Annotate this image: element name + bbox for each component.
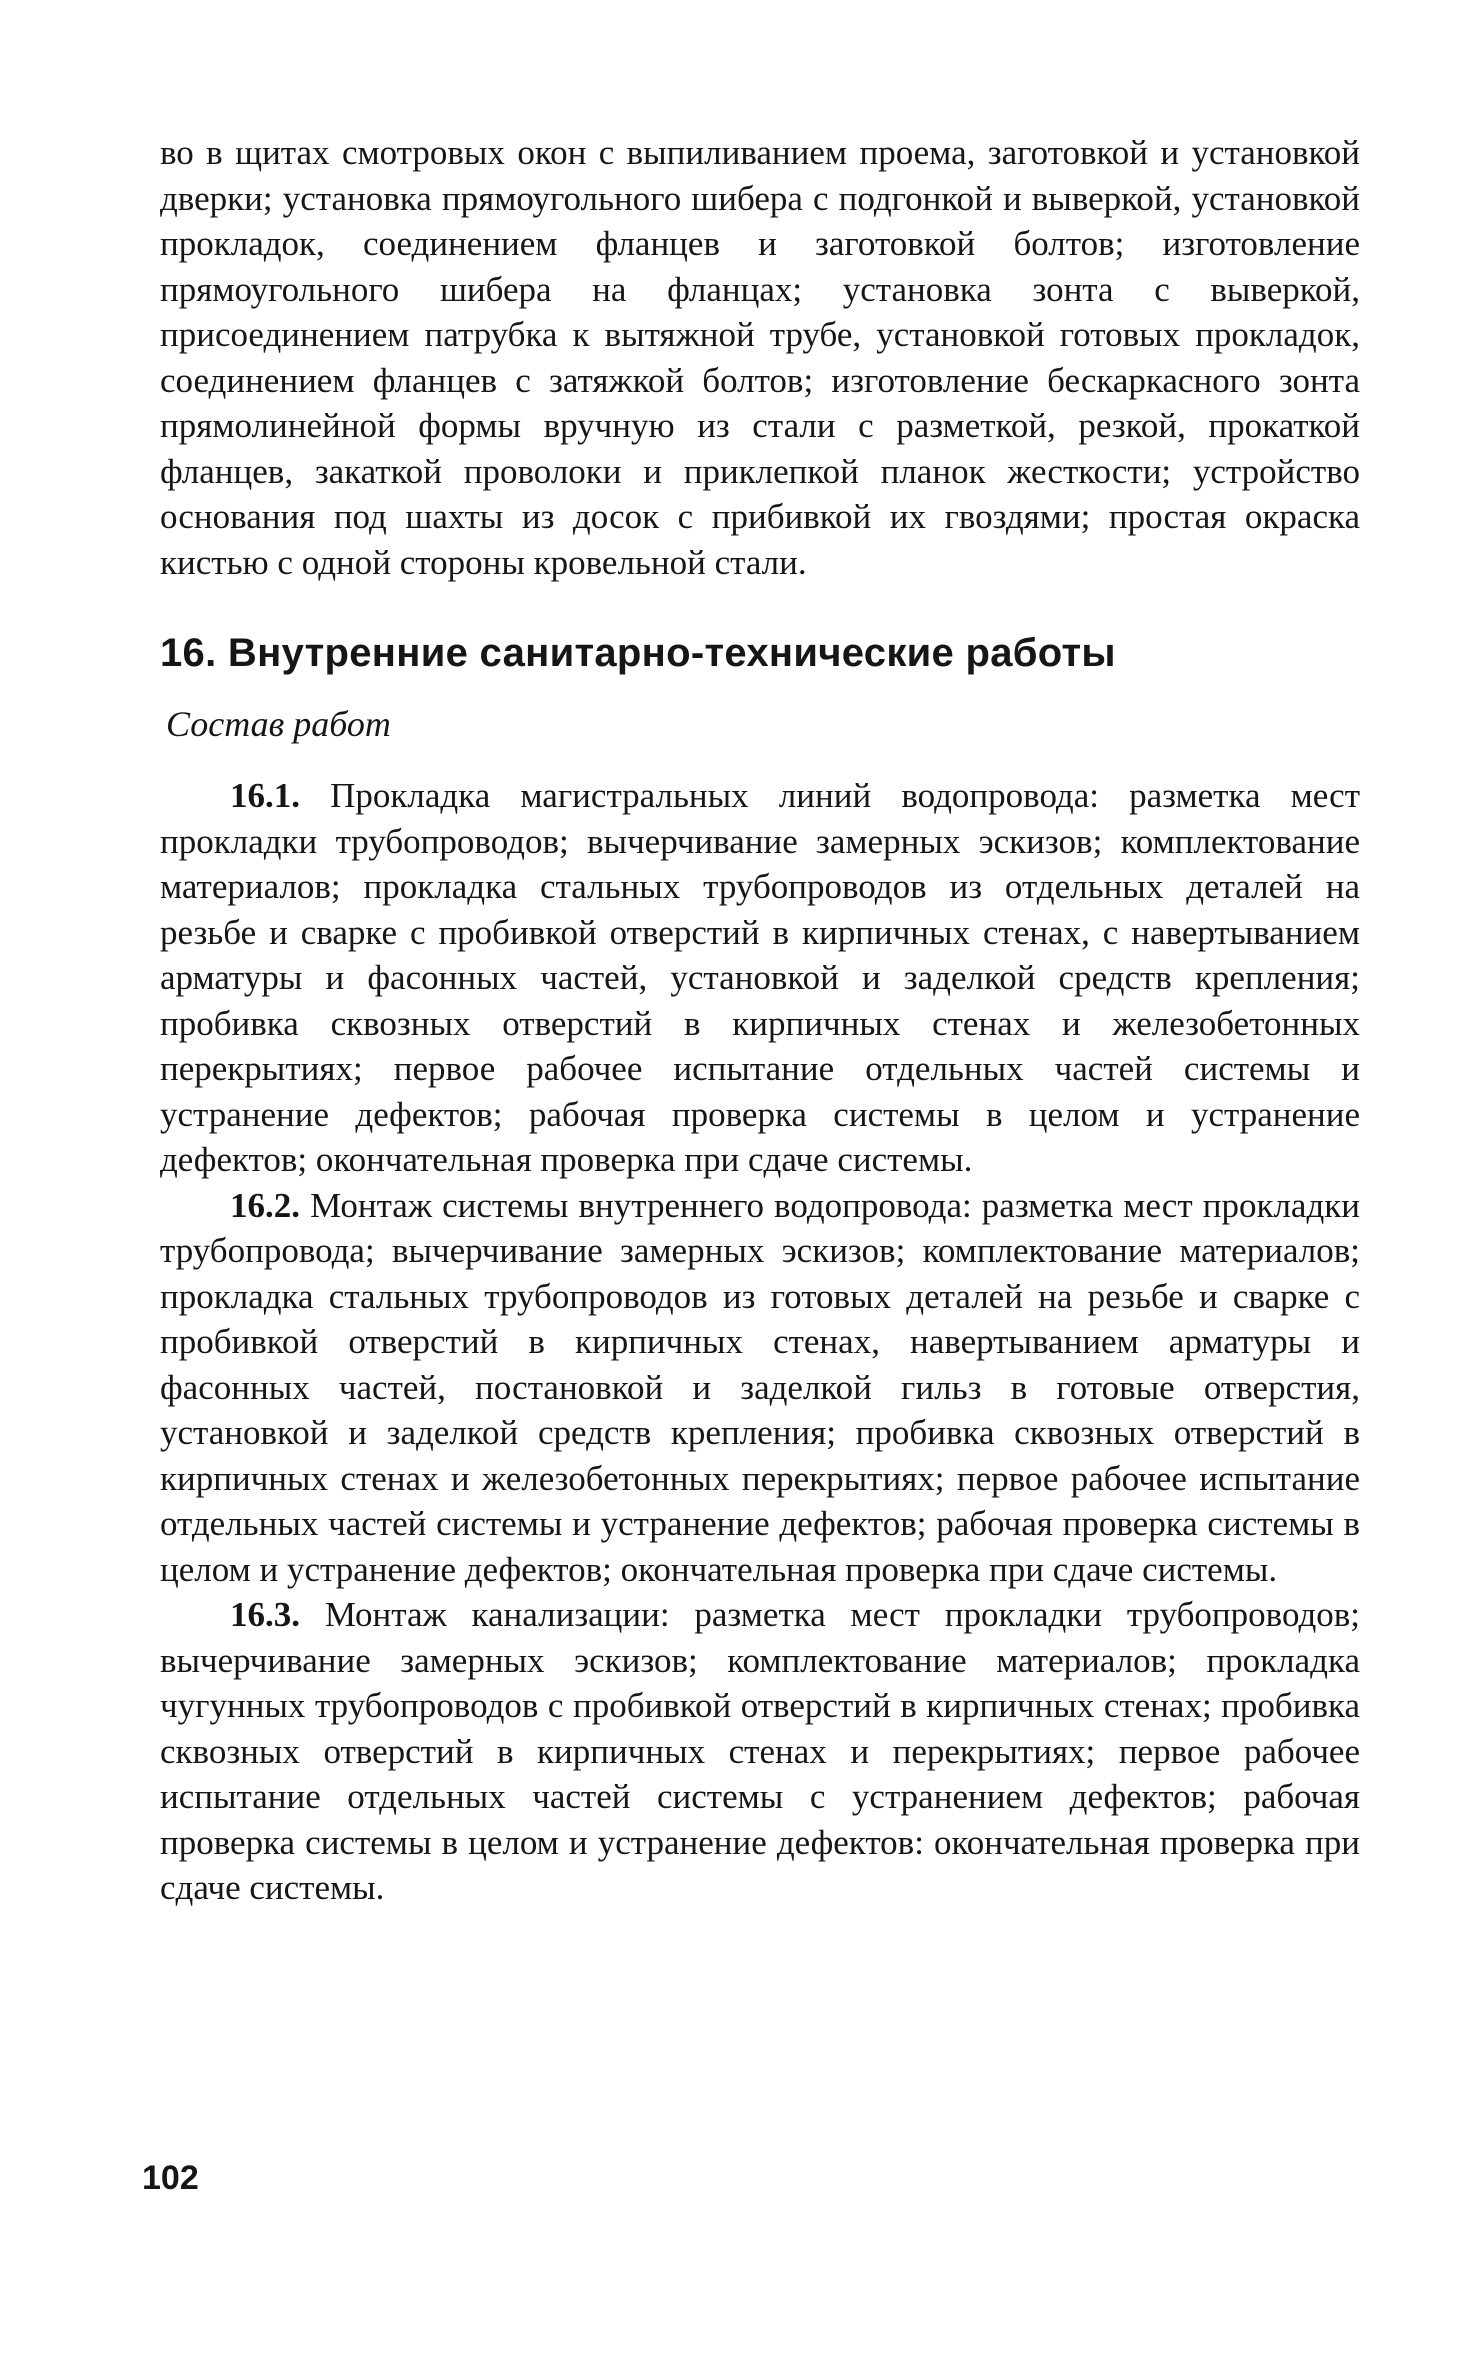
page-number: 102 [142,2159,199,2197]
subheading: Состав работ [166,704,391,744]
text-column [160,130,1360,1911]
continuation-paragraph: во в щитах смотровых окон с выпиливанием проема, заготовкой и установкой дверки; установка прямоугольного шибера с подгонкой и выверкой, установкой прокладок, соединением фланцев и заготовкой болтов; изготовление прямоугольного шибера на фланцах; установка зонта с выверкой, присоединением патрубка к вытяжной трубе, установкой готовых прокладок, соединением фланцев с затяжкой болтов; изготовление бескаркасного зонта прямолинейной формы вручную из стали с разметкой, резкой, прокаткой фланцев, закаткой проволоки и приклепкой планок жесткости; устройство основания под шахты из досок с прибивкой их гвоздями; простая окраска кистью с одной стороны кровельной стали. [160,133,1360,582]
item-text: Прокладка магистральных линий водопровода: разметка мест прокладки трубопроводов; вычерчивание замерных эскизов; комплектование материалов; прокладка стальных трубопроводов из отдельных деталей на резьбе и сварке с пробивкой отверстий в кирпичных стенах, с навертыванием арматуры и фасонных частей, установкой и заделкой средств крепления; пробивка сквозных отверстий в кирпичных стенах и железобетонных перекрытиях; первое рабочее испытание отдельных частей системы и устранение дефектов; рабочая проверка системы в целом и устранение дефектов; окончательная проверка при сдаче системы. [160,776,1361,1179]
item-number: 16.2. [230,1185,300,1225]
item-number: 16.1. [230,776,300,815]
item-text: Монтаж канализации: разметка мест прокладки трубопроводов; вычерчивание замерных эскизов; комплектование материалов; прокладка чугунных трубопроводов с пробивкой отверстий в кирпичных стенах; пробивка сквозных отверстий в кирпичных стенах и перекрытиях; первое рабочее испытание отдельных частей системы с устранением дефектов; рабочая проверка системы в целом и устранение дефектов: окончательная проверка при сдаче системы. [160,1595,1360,1907]
item-number: 16.3. [230,1595,300,1634]
item-text: Монтаж системы внутреннего водопровода: разметка мест прокладки трубопровода; вычерчивание замерных эскизов; комплектование материалов; прокладка стальных трубопроводов из готовых деталей на резьбе и сварке с пробивкой отверстий в кирпичных стенах, навертыванием арматуры и фасонных частей, постановкой и заделкой гильз в готовые отверстия, установкой и заделкой средств крепления; пробивка сквозных отверстий в кирпичных стенах и железобетонных перекрытиях; первое рабочее испытание отдельных частей системы и устранение дефектов; рабочая проверка системы в целом и устранение дефектов; окончательная проверка при сдаче системы. [160,1185,1360,1589]
section-heading: 16. Внутренние санитарно-технические работы [160,631,1116,675]
item-paragraph-16-1 [160,773,1360,1183]
item-paragraph-16-2 [160,1183,1360,1593]
item-paragraph-16-3 [160,1592,1360,1911]
